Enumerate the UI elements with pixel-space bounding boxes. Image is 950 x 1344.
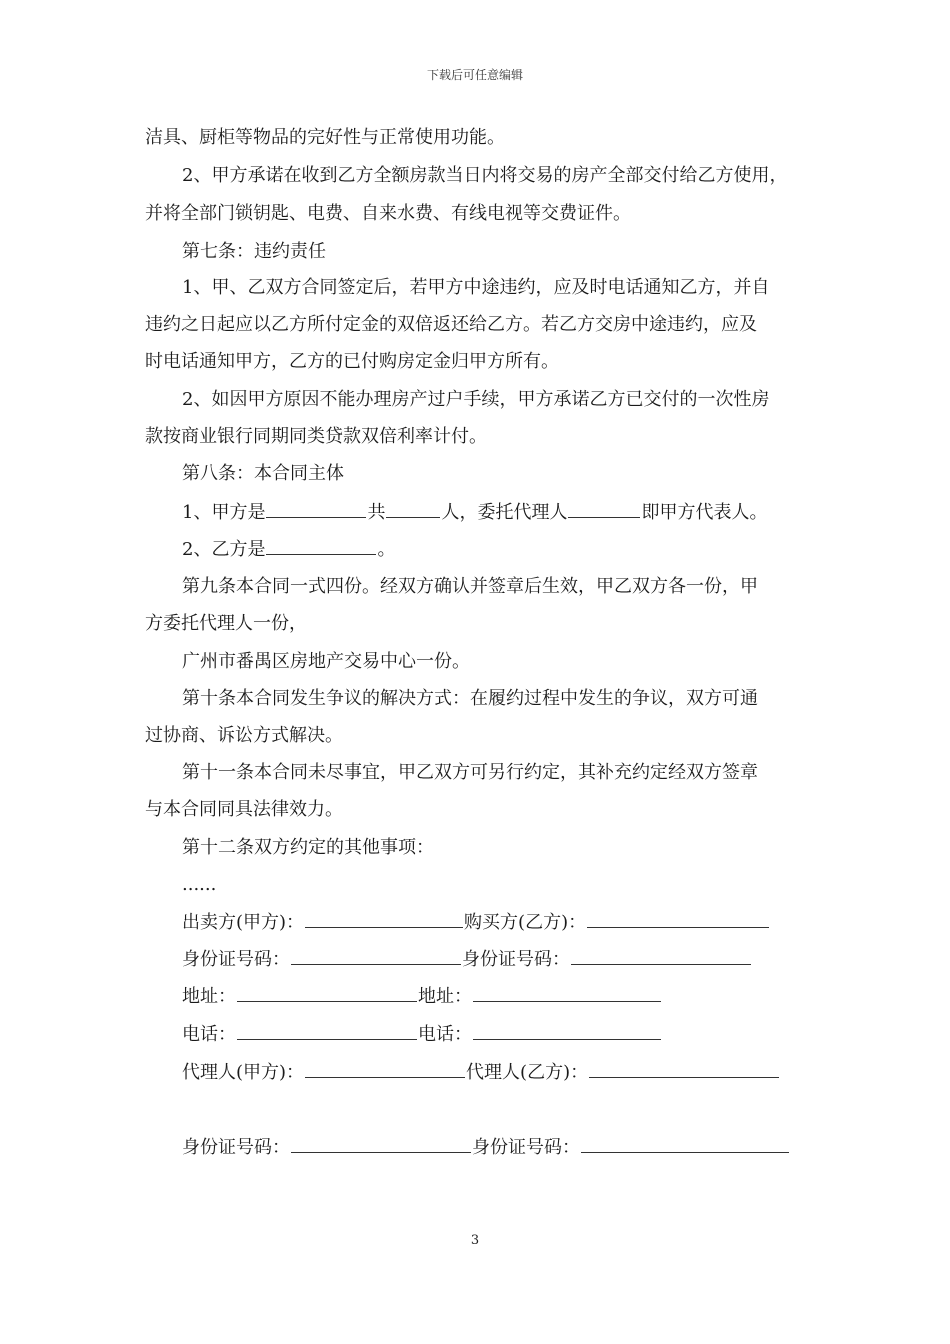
- agent-field[interactable]: [589, 1060, 779, 1078]
- id-field[interactable]: [581, 1135, 789, 1153]
- agent-label: 代理人(乙方)：: [466, 1062, 589, 1083]
- paragraph-line: 并将全部门锁钥匙、电费、自来水费、有线电视等交费证件。: [145, 203, 631, 224]
- label: 1、甲方是: [182, 502, 266, 523]
- paragraph-line: 第十一条本合同未尽事宜，甲乙双方可另行约定，其补充约定经双方签章: [182, 762, 758, 783]
- address-field[interactable]: [237, 984, 417, 1002]
- id-label: 身份证号码：: [472, 1137, 580, 1158]
- address-label: 地址：: [418, 986, 472, 1007]
- label: 即甲方代表人。: [641, 502, 768, 523]
- paragraph-line: 第九条本合同一式四份。经双方确认并签章后生效，甲乙双方各一份，甲: [182, 576, 758, 597]
- signature-row-agent: [182, 1060, 862, 1085]
- ellipsis: ......: [182, 874, 217, 895]
- seller-label: 出卖方(甲方)：: [182, 912, 305, 933]
- paragraph-line: 第十条本合同发生争议的解决方式：在履约过程中发生的争议，双方可通: [182, 688, 758, 709]
- paragraph-line: 方委托代理人一份，: [145, 613, 307, 634]
- id-label: 身份证号码：: [462, 949, 570, 970]
- label: 2、乙方是: [182, 539, 266, 560]
- paragraph-line: 广州市番禺区房地产交易中心一份。: [182, 651, 470, 672]
- paragraph-line: 过协商、诉讼方式解决。: [145, 725, 343, 746]
- id-field[interactable]: [291, 947, 461, 965]
- paragraph-line: 时电话通知甲方，乙方的已付购房定金归甲方所有。: [145, 351, 559, 372]
- party-b-line: [182, 537, 862, 562]
- address-label: 地址：: [182, 986, 236, 1007]
- agent-label: 代理人(甲方)：: [182, 1062, 305, 1083]
- buyer-field[interactable]: [587, 910, 769, 928]
- label: 共: [367, 502, 386, 523]
- paragraph-line: 2、如因甲方原因不能办理房产过户手续，甲方承诺乙方已交付的一次性房: [182, 389, 770, 410]
- phone-label: 电话：: [182, 1024, 236, 1045]
- id-label: 身份证号码：: [182, 1137, 290, 1158]
- signature-row-address: [182, 984, 862, 1009]
- label: 。: [377, 539, 396, 560]
- id-field[interactable]: [571, 947, 751, 965]
- id-label: 身份证号码：: [182, 949, 290, 970]
- id-field[interactable]: [291, 1135, 471, 1153]
- paragraph-line: 2、甲方承诺在收到乙方全额房款当日内将交易的房产全部交付给乙方使用，: [182, 165, 788, 186]
- paragraph-line: 1、甲、乙双方合同签定后，若甲方中途违约，应及时电话通知乙方，并自: [182, 277, 770, 298]
- party-a-line: [182, 500, 862, 525]
- agent-field[interactable]: [305, 1060, 465, 1078]
- signature-row-party: [182, 910, 862, 935]
- phone-label: 电话：: [418, 1024, 472, 1045]
- article-heading: 第十二条双方约定的其他事项：: [182, 837, 434, 858]
- phone-field[interactable]: [237, 1022, 417, 1040]
- buyer-label: 购买方(乙方)：: [464, 912, 587, 933]
- blank-field[interactable]: [266, 537, 376, 555]
- address-field[interactable]: [473, 984, 661, 1002]
- page-header: 下载后可任意编辑: [426, 68, 523, 82]
- article-heading: 第七条：违约责任: [182, 241, 326, 262]
- paragraph-line: 洁具、厨柜等物品的完好性与正常使用功能。: [145, 127, 505, 148]
- label: 人，委托代理人: [441, 502, 568, 523]
- signature-row-id: [182, 947, 862, 972]
- paragraph-line: 款按商业银行同期同类贷款双倍利率计付。: [145, 426, 487, 447]
- phone-field[interactable]: [473, 1022, 661, 1040]
- page-number: 3: [470, 1233, 480, 1248]
- blank-field[interactable]: [266, 500, 366, 518]
- paragraph-line: 与本合同同具法律效力。: [145, 799, 343, 820]
- blank-field[interactable]: [568, 500, 640, 518]
- signature-row-agent-id: [182, 1135, 862, 1160]
- paragraph-line: 违约之日起应以乙方所付定金的双倍返还给乙方。若乙方交房中途违约，应及: [145, 314, 757, 335]
- blank-field[interactable]: [386, 500, 440, 518]
- signature-row-phone: [182, 1022, 862, 1047]
- seller-field[interactable]: [305, 910, 463, 928]
- article-heading: 第八条：本合同主体: [182, 463, 344, 484]
